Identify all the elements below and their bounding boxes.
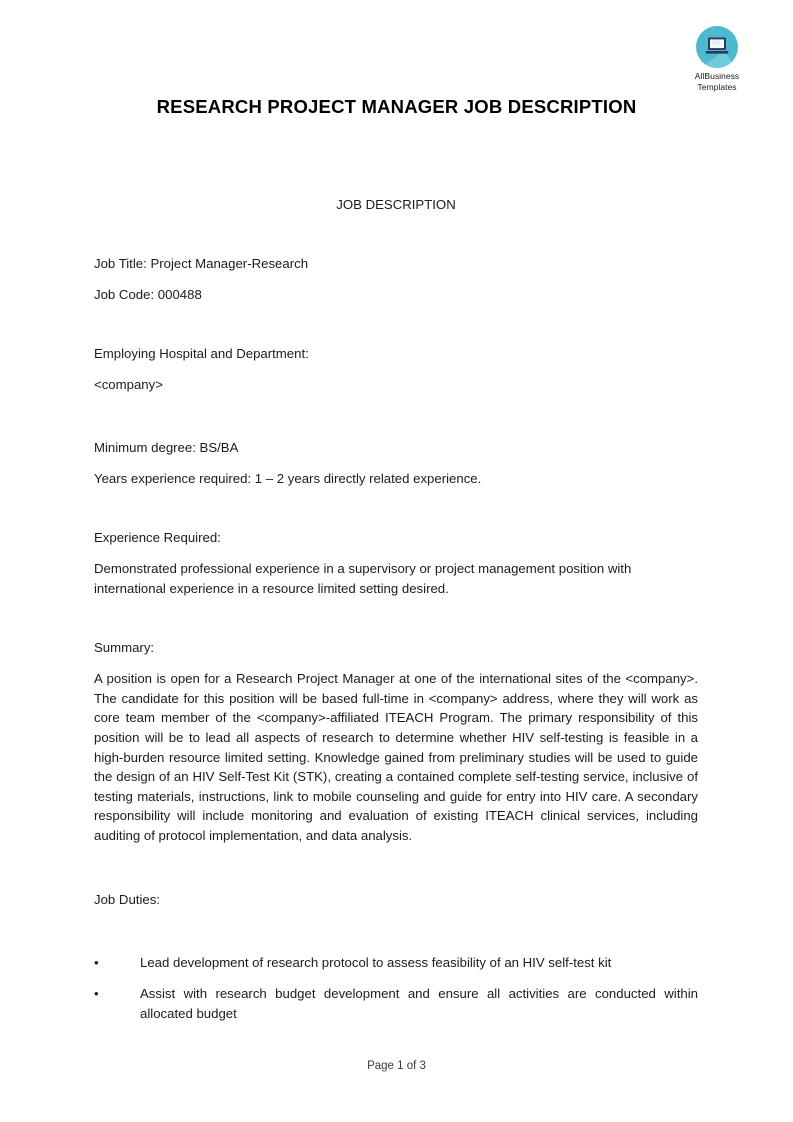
list-item bbox=[94, 953, 698, 973]
job-title-line: Job Title: Project Manager-Research bbox=[94, 256, 309, 271]
experience-required-text: Demonstrated professional experience in a supervisory or project management position with international experience in a resource limited setting desired. bbox=[94, 561, 632, 596]
page-footer: Page 1 of 3 bbox=[367, 1060, 426, 1072]
list-item-label: Assist with research budget development and ensure all activities are conducted within allocated budget bbox=[140, 986, 698, 1021]
brand-name-line2: Templates bbox=[697, 81, 737, 92]
page-title: RESEARCH PROJECT MANAGER JOB DESCRIPTION bbox=[156, 96, 637, 117]
document-body bbox=[94, 190, 698, 1035]
job-duties-label: Job Duties: bbox=[94, 891, 160, 907]
years-experience-line: Years experience required: 1 – 2 years directly related experience. bbox=[94, 471, 482, 486]
employer-value: <company> bbox=[94, 377, 163, 392]
summary-text: A position is open for a Research Project Manager at one of the international sites of the <company>. The candidate for this position will be based full-time in <company> address, where they will work as core team member of the <company>-affiliated ITEACH Program. The primary responsibility of this position will be to lead all aspects of research to determine whether HIV self-testing is feasible in a high-burden resource limited setting. Knowledge gained from preliminary studies will be used to guide the design of an HIV Self-Test Kit (STK), creating a contained complete self-testing service, inclusive of testing materials, instructions, link to mobile counseling and guide for entry into HIV care. A secondary responsibility will include monitoring and evaluation of existing ITEACH clinical services, including auditing of protocol implementation, and data analysis. bbox=[94, 671, 698, 843]
logo-circle bbox=[696, 26, 738, 68]
list-item-label: Lead development of research protocol to assess feasibility of an HIV self-test kit bbox=[140, 954, 612, 970]
list-item bbox=[94, 984, 698, 1023]
bullet-glyph: • bbox=[94, 986, 99, 1002]
experience-required-label: Experience Required: bbox=[94, 530, 221, 545]
employer-label: Employing Hospital and Department: bbox=[94, 346, 309, 361]
job-duties-list bbox=[94, 953, 698, 1024]
section-heading-job-description: JOB DESCRIPTION bbox=[336, 197, 456, 212]
minimum-degree-line: Minimum degree: BS/BA bbox=[94, 440, 239, 455]
brand-logo bbox=[672, 26, 762, 92]
brand-name bbox=[672, 71, 762, 92]
summary-label: Summary: bbox=[94, 640, 155, 656]
brand-name-line1: AllBusiness bbox=[694, 71, 740, 81]
bullet-glyph: • bbox=[94, 954, 99, 970]
laptop-icon bbox=[705, 36, 729, 56]
job-code-line: Job Code: 000488 bbox=[94, 287, 202, 302]
